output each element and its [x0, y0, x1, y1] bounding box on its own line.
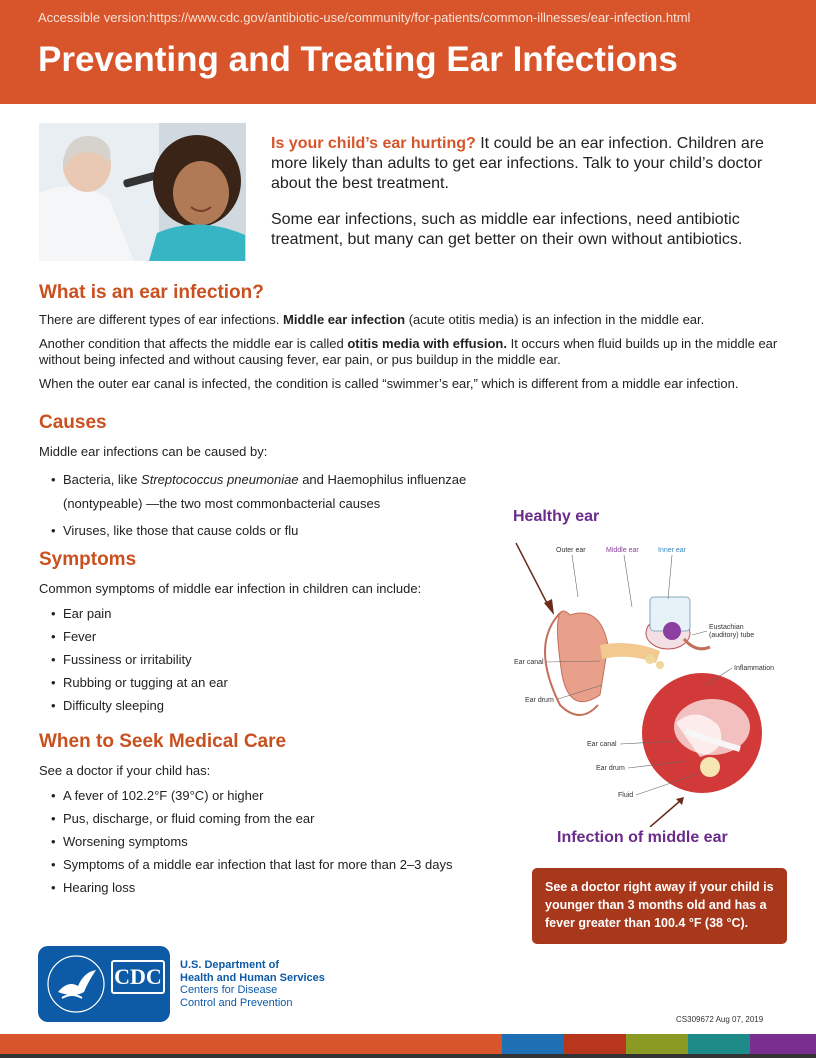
what-heading: What is an ear infection?	[39, 282, 264, 303]
footer-color-bar	[0, 1034, 816, 1058]
intro-text	[271, 134, 791, 266]
symptoms-heading: Symptoms	[39, 549, 137, 570]
what-p2-b: otitis media with effusion.	[347, 336, 507, 351]
hhs-line-2: Health and Human Services	[180, 971, 325, 984]
list-item: • A fever of 102.2°F (39°C) or higher	[39, 788, 509, 804]
list-item: • Hearing loss	[39, 880, 509, 896]
what-p2-c: It occurs when fluid builds up in the middle ear without being infected and without causing fever, ear pain, or pus buildup in the middle ear.	[39, 336, 778, 367]
hhs-eagle-icon	[44, 952, 108, 1016]
list-item: • Viruses, like those that cause colds or flu	[39, 523, 499, 539]
accessible-version-link[interactable]: Accessible version:https://www.cdc.gov/antibiotic-use/community/for-patients/common-illnesses/ear-infection.html	[38, 10, 691, 25]
what-p1-b: Middle ear infection	[283, 312, 406, 327]
intro-p2: Some ear infections, such as middle ear infections, need antibiotic treatment, but many can get better on their own without antibiotics.	[271, 211, 743, 248]
label-eustachian-1: Eustachian	[709, 624, 744, 631]
care-heading: When to Seek Medical Care	[39, 731, 287, 752]
symptoms-section	[39, 549, 499, 721]
list-item: • Fussiness or irritability	[39, 652, 499, 668]
what-p2-a: Another condition that affects the middle ear is called	[39, 336, 348, 351]
label-ear-canal: Ear canal	[514, 659, 544, 666]
hhs-line-3: Centers for Disease	[180, 984, 278, 996]
hhs-text	[180, 959, 325, 1009]
label-ear-drum-2: Ear drum	[596, 765, 625, 772]
causes-intro: Middle ear infections can be caused by:	[39, 444, 268, 459]
label-ear-canal-2: Ear canal	[587, 741, 617, 748]
causes-item1-c: and Haemophilus influenzae (nontypeable) —the two most commonbacterial causes	[63, 472, 467, 511]
urgent-care-alert: See a doctor right away if your child is younger than 3 months old and has a fever greater than 100.4 °F (38 °C).	[532, 868, 787, 944]
label-inner-ear: Inner ear	[658, 547, 687, 554]
label-ear-drum: Ear drum	[525, 697, 554, 704]
care-section	[39, 731, 509, 903]
label-inflammation: Inflammation	[734, 665, 775, 672]
symptoms-intro: Common symptoms of middle ear infection in children can include:	[39, 581, 422, 596]
hhs-line-1: U.S. Department of	[180, 959, 280, 971]
hhs-line-4: Control and Prevention	[180, 996, 293, 1009]
symptoms-list	[39, 606, 499, 714]
infection-title: Infection of middle ear	[557, 829, 728, 846]
page-title: Preventing and Treating Ear Infections	[38, 40, 678, 79]
label-outer-ear: Outer ear	[556, 547, 586, 554]
list-item	[39, 468, 499, 516]
what-p3: When the outer ear canal is infected, the condition is called “swimmer’s ear,” which is different from a middle ear infection.	[39, 376, 739, 391]
list-item: • Ear pain	[39, 606, 499, 622]
healthy-ear-title: Healthy ear	[513, 508, 600, 525]
list-item: • Pus, discharge, or fluid coming from the ear	[39, 811, 509, 827]
doctor-child-photo	[39, 123, 246, 261]
causes-list	[39, 468, 499, 539]
list-item: • Fever	[39, 629, 499, 645]
intro-p1: It could be an ear infection. Children are more likely than adults to get ear infections. Talk to your child’s doctor about the best treatment.	[271, 135, 764, 192]
what-section	[39, 282, 779, 400]
intro-lead: Is your child’s ear hurting?	[271, 135, 476, 152]
what-p1-c: (acute otitis media) is an infection in the middle ear.	[405, 312, 705, 327]
ear-diagram	[500, 535, 800, 827]
care-list	[39, 788, 509, 896]
care-intro: See a doctor if your child has:	[39, 763, 211, 778]
hhs-cdc-logo	[38, 946, 170, 1022]
list-item: • Rubbing or tugging at an ear	[39, 675, 499, 691]
label-middle-ear: Middle ear	[606, 547, 639, 554]
list-item: • Difficulty sleeping	[39, 698, 499, 714]
page-header	[0, 0, 816, 104]
label-eustachian-2: (auditory) tube	[709, 632, 755, 639]
causes-heading: Causes	[39, 412, 107, 433]
causes-item1-b: Streptococcus pneumoniae	[141, 472, 299, 487]
list-item: • Worsening symptoms	[39, 834, 509, 850]
causes-section	[39, 412, 499, 546]
causes-item1-a: Bacteria, like	[63, 472, 142, 487]
cdc-logo: CDC	[111, 960, 165, 994]
what-p1-a: There are different types of ear infections.	[39, 312, 284, 327]
document-code: CS309672 Aug 07, 2019	[676, 1015, 764, 1024]
label-fluid: Fluid	[618, 792, 634, 799]
list-item: • Symptoms of a middle ear infection that last for more than 2–3 days	[39, 857, 509, 873]
